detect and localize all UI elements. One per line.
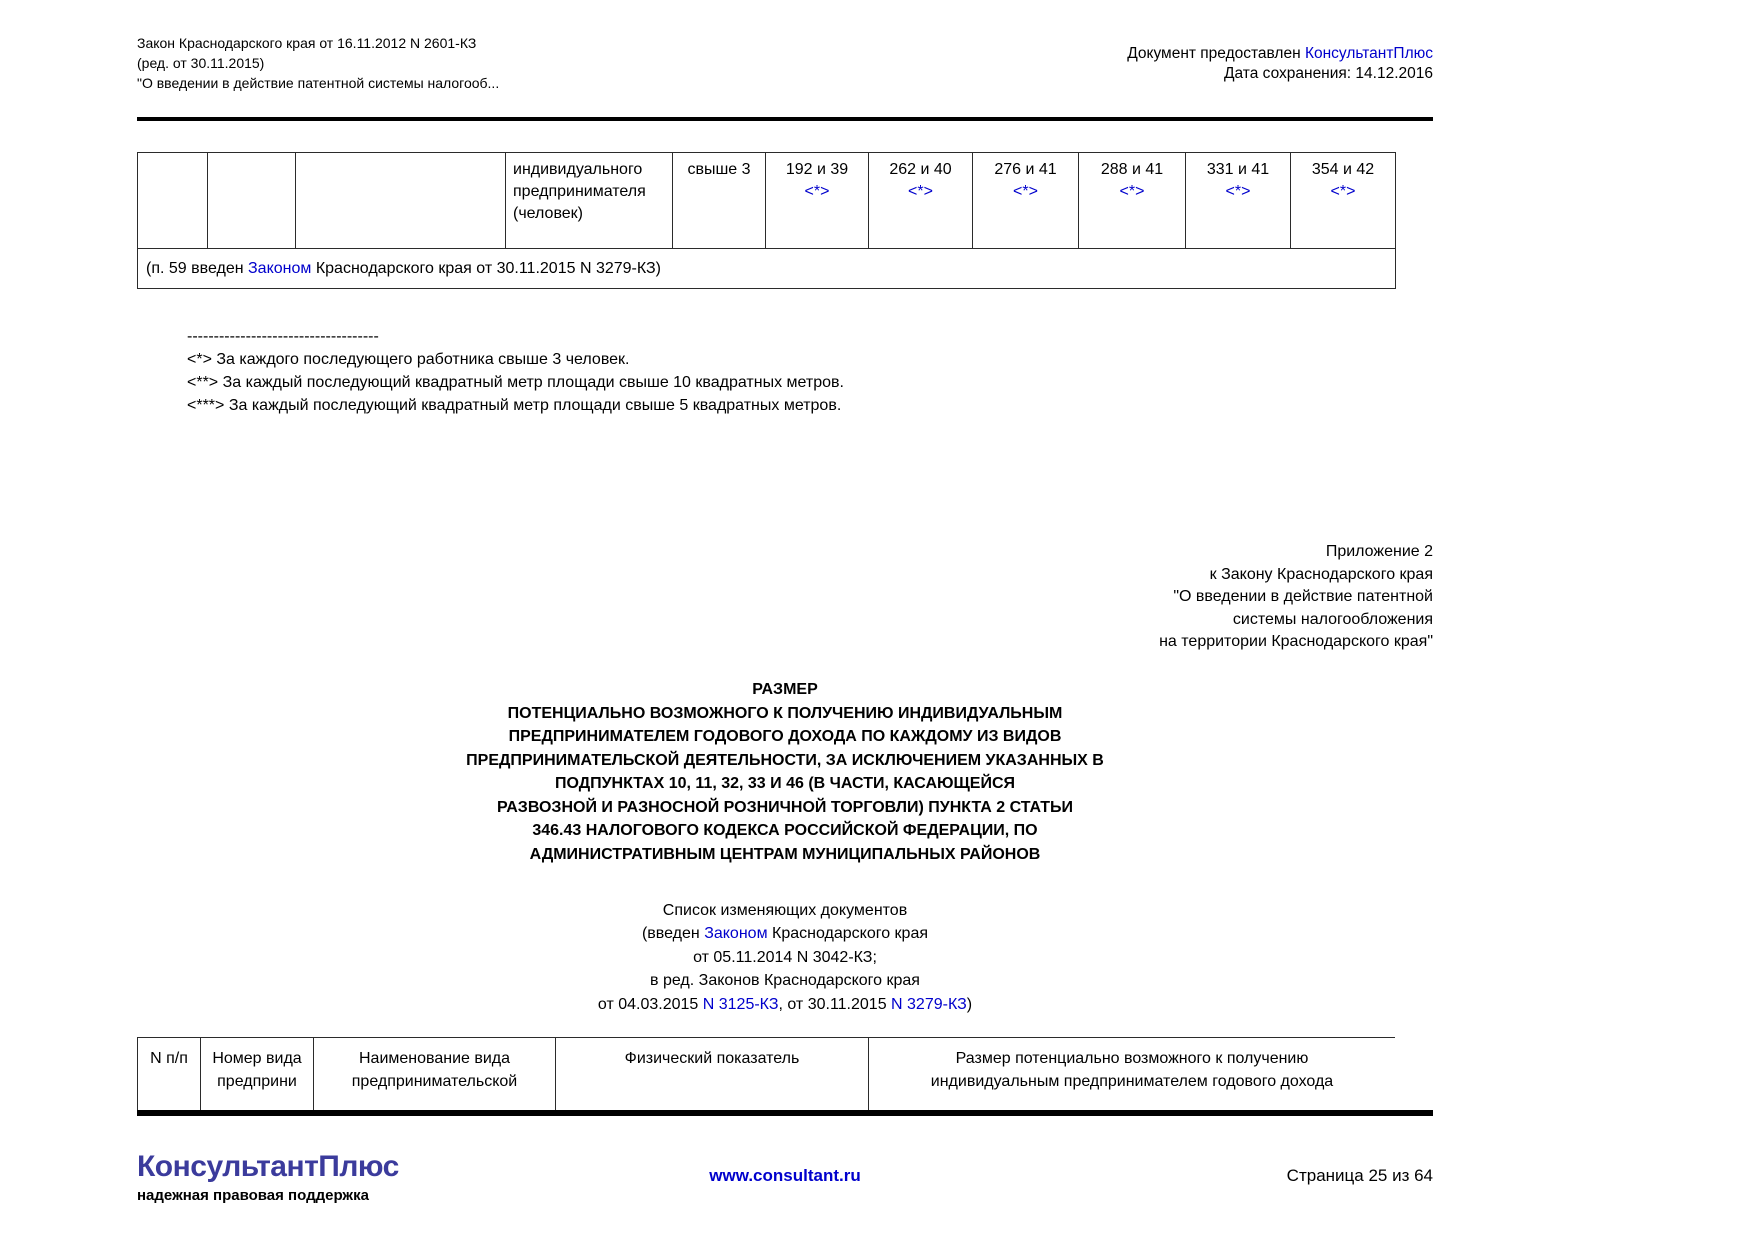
- amending-documents-block: [137, 899, 1433, 1016]
- footnotes-block: [187, 325, 844, 417]
- footnote-item: <**> За каждый последующий квадратный метр площади свыше 10 квадратных метров.: [187, 374, 844, 391]
- title-line: РАЗМЕР: [752, 681, 818, 698]
- annex-line: Приложение 2: [1325, 543, 1433, 560]
- value-cell: [1291, 153, 1396, 249]
- text: от 04.03.2015: [597, 995, 703, 1013]
- provider-note: [837, 44, 1433, 83]
- text: Краснодарского края: [767, 925, 929, 943]
- empty-cell: [296, 153, 506, 249]
- doc-ref-line: Закон Краснодарского края от 16.11.2012 N 2601-КЗ: [137, 35, 477, 51]
- title-line: ПОДПУНКТАХ 10, 11, 32, 33 И 46 (В ЧАСТИ, КАСАЮЩЕЙСЯ: [554, 775, 1016, 792]
- text: (введен: [641, 925, 705, 943]
- note-text: Краснодарского края от 30.11.2015 N 3279-КЗ): [311, 259, 661, 277]
- value: 192 и 39: [785, 161, 849, 178]
- annex-line: системы налогообложения: [1232, 610, 1433, 628]
- cell-line: N п/п: [150, 1050, 188, 1067]
- cell-line: предпринимательской: [351, 1073, 518, 1090]
- physical-indicator-cell: [506, 153, 673, 249]
- header-cell-activity-name: [314, 1038, 556, 1111]
- title-line: ПОТЕНЦИАЛЬНО ВОЗМОЖНОГО К ПОЛУЧЕНИЮ ИНДИВИДУАЛЬНЫМ: [507, 704, 1063, 722]
- header-cell-number: [138, 1038, 201, 1111]
- patent-income-table-fragment: [137, 152, 1395, 289]
- amendments-line: [137, 922, 1433, 945]
- table-row: [138, 153, 1396, 249]
- document-title: [137, 678, 1433, 866]
- item-introduced-note: [138, 249, 1396, 289]
- page-top-rule: [137, 117, 1433, 121]
- annex-line: "О введении в действие патентной: [1173, 588, 1433, 605]
- text: , от 30.11.2015: [778, 995, 892, 1013]
- title-line: 346.43 НАЛОГОВОГО КОДЕКСА РОССИЙСКОЙ ФЕДЕРАЦИИ, ПО: [532, 822, 1038, 839]
- footnote-asterisk-link[interactable]: <*>: [908, 183, 933, 200]
- header-cell-type-number: [201, 1038, 314, 1111]
- threshold-cell: свыше 3: [673, 153, 766, 249]
- footnote-item: <***> За каждый последующий квадратный метр площади свыше 5 квадратных метров.: [187, 397, 842, 414]
- consultantplus-link[interactable]: КонсультантПлюс: [1304, 45, 1433, 62]
- footnote-asterisk-link[interactable]: <*>: [804, 183, 830, 200]
- cell-line: предпринимателя: [513, 183, 646, 200]
- title-line: АДМИНИСТРАТИВНЫМ ЦЕНТРАМ МУНИЦИПАЛЬНЫХ РАЙОНОВ: [529, 845, 1041, 863]
- footnote-asterisk-link[interactable]: <*>: [1330, 183, 1356, 200]
- text: ): [966, 995, 973, 1013]
- value: 288 и 41: [1100, 161, 1164, 178]
- cell-line: Наименование вида: [358, 1050, 511, 1067]
- footnote-asterisk-link[interactable]: <*>: [1225, 183, 1251, 200]
- doc-ref-line: "О введении в действие патентной системы налогооб...: [137, 75, 500, 91]
- cell-line: Номер вида: [212, 1050, 302, 1067]
- value-cell: [869, 153, 973, 249]
- doc-ref-line: (ред. от 30.11.2015): [137, 55, 265, 71]
- title-line: ПРЕДПРИНИМАТЕЛЕМ ГОДОВОГО ДОХОДА ПО КАЖДОМУ ИЗ ВИДОВ: [508, 728, 1062, 745]
- cell-line: предприни: [217, 1073, 297, 1090]
- value: 354 и 42: [1311, 161, 1375, 178]
- footnote-asterisk-link[interactable]: <*>: [1119, 183, 1145, 200]
- value: 331 и 41: [1206, 161, 1270, 178]
- page-bottom-rule: [137, 1110, 1433, 1116]
- title-line: ПРЕДПРИНИМАТЕЛЬСКОЙ ДЕЯТЕЛЬНОСТИ, ЗА ИСКЛЮЧЕНИЕМ УКАЗАННЫХ В: [466, 751, 1104, 769]
- cell-line: индивидуального: [513, 161, 643, 178]
- amendments-line: от 05.11.2014 N 3042-КЗ;: [693, 948, 877, 966]
- table-caption-row: [138, 249, 1396, 289]
- footnote-asterisk-link[interactable]: <*>: [1013, 183, 1038, 200]
- logo-tagline: надежная правовая поддержка: [137, 1187, 369, 1204]
- annex-heading: [837, 541, 1433, 654]
- value-cell: [973, 153, 1079, 249]
- provider-line: [837, 44, 1433, 64]
- cell-line: (человек): [513, 205, 583, 222]
- cell-line: Размер потенциально возможного к получению: [955, 1050, 1309, 1067]
- value-cell: [766, 153, 869, 249]
- value-cell: [1079, 153, 1186, 249]
- annex-line: к Закону Краснодарского края: [1209, 565, 1433, 583]
- footnote-item: <*> За каждого последующего работника свыше 3 человек.: [187, 351, 630, 368]
- amendments-line: Список изменяющих документов: [662, 902, 908, 919]
- note-text: (п. 59 введен: [146, 259, 249, 277]
- annex-line: на территории Краснодарского края": [1159, 633, 1433, 650]
- empty-cell: [208, 153, 296, 249]
- consultantplus-logo: КонсультантПлюс: [137, 1150, 399, 1183]
- income-table-header: [137, 1037, 1395, 1110]
- law-link[interactable]: N 3279-КЗ: [891, 995, 967, 1013]
- provider-prefix: Документ предоставлен: [1127, 45, 1305, 62]
- save-date: Дата сохранения: 14.12.2016: [1224, 64, 1433, 82]
- empty-cell: [138, 153, 208, 249]
- header-cell-physical-indicator: [556, 1038, 869, 1111]
- document-reference: [137, 33, 499, 93]
- value: 276 и 41: [994, 161, 1057, 178]
- value: 262 и 40: [889, 161, 952, 178]
- table-header-row: [138, 1038, 1396, 1111]
- footnote-separator: ------------------------------------: [187, 328, 379, 345]
- cell-line: индивидуальным предпринимателем годового дохода: [930, 1073, 1334, 1090]
- value-cell: [1186, 153, 1291, 249]
- law-link[interactable]: N 3125-КЗ: [702, 995, 779, 1013]
- cell-line: Физический показатель: [624, 1050, 800, 1067]
- law-link[interactable]: Законом: [248, 259, 312, 277]
- title-line: РАЗВОЗНОЙ И РАЗНОСНОЙ РОЗНИЧНОЙ ТОРГОВЛИ) ПУНКТА 2 СТАТЬИ: [496, 798, 1074, 816]
- website-link[interactable]: www.consultant.ru: [709, 1166, 861, 1185]
- page-indicator: Страница 25 из 64: [1286, 1166, 1433, 1185]
- law-link[interactable]: Законом: [704, 925, 768, 943]
- amendments-line: [137, 993, 1433, 1016]
- header-cell-income-size: [869, 1038, 1396, 1111]
- amendments-line: в ред. Законов Краснодарского края: [650, 972, 920, 990]
